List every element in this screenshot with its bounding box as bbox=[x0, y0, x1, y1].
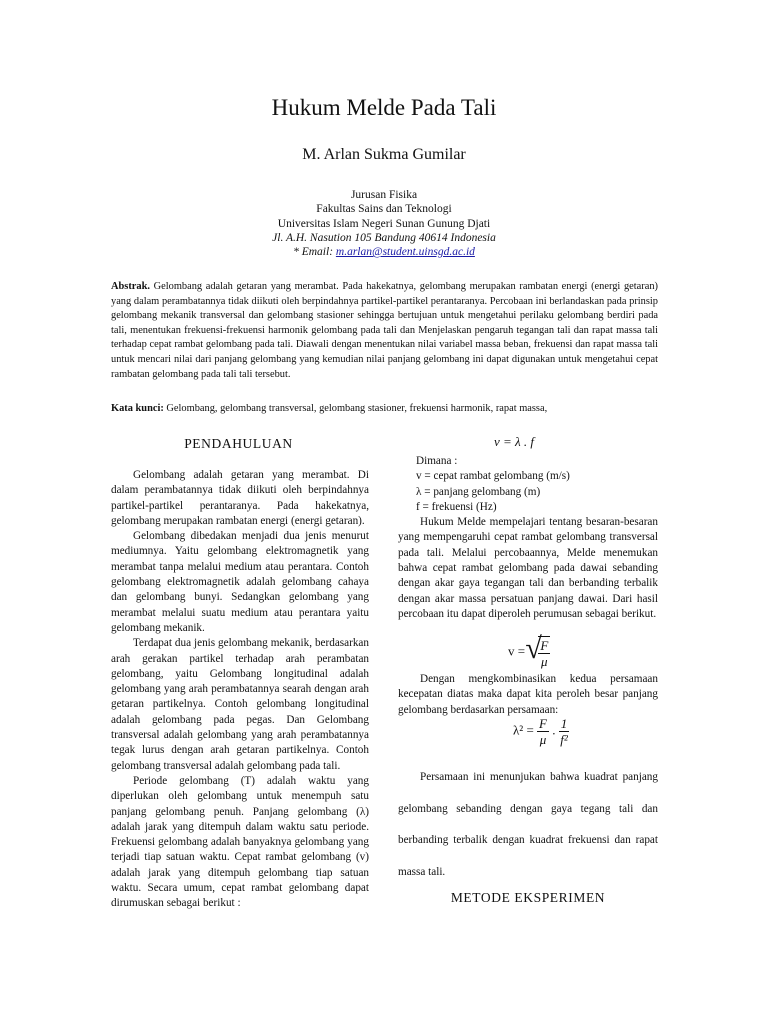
equation-2-numerator: √ F bbox=[540, 638, 549, 653]
paper-title: Hukum Melde Pada Tali bbox=[271, 95, 497, 120]
abstract-label: Abstrak. bbox=[111, 281, 150, 292]
right-column-bottom bbox=[398, 762, 658, 888]
abstract-text: Gelombang adalah getaran yang merambat. Pada hakekatnya, gelombang merupakan rambatan energi (energi getaran) yang dalam perambatannya tidak diikuti oleh berpindahnya partikel-partikel perantaranya. Percobaan ini berlandaskan pada prinsip gelombang mekanik transversal dan gelombang stasioner sehingga bertujuan untuk mengetahui perilaku gelombang berdiri pada tali, menentukan frekuensi-frekuensi harmonik gelombang pada tali dan Menjelaskan pengaruh tegangan tali dan rapat massa tali terhadap cepat rambat gelombang pada tali. Diawali dengan menentukan nilai variabel massa beban, frekuensi dan rapat massa tali untuk mencari nilai dari panjang gelombang yang kemudian nilai panjang gelombang ini dapat digunakan untuk mengetahui cepat rambatan gelombang pada tali tali tersebut. bbox=[111, 281, 658, 380]
equation-3-denominator-1: μ bbox=[539, 732, 547, 747]
right-column-top bbox=[398, 454, 658, 622]
dimana-label: Dimana : bbox=[416, 455, 458, 467]
affiliation-dept: Jurusan Fisika bbox=[350, 189, 418, 201]
equation-2 bbox=[508, 636, 550, 669]
definition-lambda: λ = panjang gelombang (m) bbox=[416, 485, 541, 498]
right-paragraph-2: Dengan mengkombinasikan kedua persamaan kecepatan diatas maka dapat kita peroleh besar panjang gelombang berdasarkan persamaan: bbox=[398, 673, 658, 716]
author-name: M. Arlan Sukma Gumilar bbox=[302, 146, 466, 163]
equation-3-fraction-1 bbox=[537, 716, 549, 747]
right-paragraph-3: Persamaan ini menunjukan bahwa kuadrat panjang gelombang sebanding dengan gaya tegang tali dan berbanding terbalik dengan kuadrat frekuensi dan rapat massa tali. bbox=[398, 771, 658, 878]
affiliation-address: Jl. A.H. Nasution 105 Bandung 40614 Indonesia bbox=[272, 231, 496, 244]
section-heading-intro: PENDAHULUAN bbox=[184, 436, 293, 451]
equation-3-lhs: λ² = bbox=[513, 722, 534, 738]
affiliation bbox=[0, 188, 768, 259]
affiliation-university: Universitas Islam Negeri Sunan Gunung Djati bbox=[277, 217, 491, 230]
keywords bbox=[111, 402, 658, 416]
equation-3-denominator-2: f² bbox=[560, 732, 568, 747]
equation-3-numerator-2: 1 bbox=[560, 716, 568, 731]
equation-1: v = λ . f bbox=[494, 434, 535, 449]
definition-f: f = frekuensi (Hz) bbox=[416, 500, 497, 513]
equation-2-lhs: v = bbox=[508, 643, 526, 659]
left-paragraph-4: Periode gelombang (T) adalah waktu yang diperlukan oleh gelombang untuk menempuh satu panjang gelombang penuh. Panjang gelombang (λ) adalah jarak yang ditempuh dalam waktu satu periode. Frekuensi gelombang adalah banyaknya gelombang yang terjadi tiap satuan waktu. Cepat rambat gelombang (v) adalah jarak yang ditempuh gelombang tiap satuan waktu. Secara umum, cepat rambat gelombang dapat dirumuskan sebagai berikut : bbox=[111, 774, 369, 910]
equation-2-denominator: μ bbox=[541, 654, 548, 669]
email-link[interactable]: m.arlan@student.uinsgd.ac.id bbox=[335, 246, 475, 259]
equation-3-fraction-2 bbox=[559, 716, 570, 747]
equation-2-fraction bbox=[538, 636, 550, 669]
email-line bbox=[0, 245, 768, 259]
left-column bbox=[111, 468, 369, 912]
definition-v: v = cepat rambat gelombang (m/s) bbox=[416, 470, 570, 483]
keywords-text: Gelombang, gelombang transversal, gelombang stasioner, frekuensi harmonik, rapat massa, bbox=[163, 403, 548, 414]
keywords-label: Kata kunci: bbox=[111, 403, 164, 414]
equation-3-dot: . bbox=[552, 722, 556, 738]
left-paragraph-1: Gelombang adalah getaran yang merambat. Di dalam perambatannya tidak diikuti oleh berpindahnya partikel-partikel perantaranya. Pada hakekatnya, gelombang merupakan rambatan energi (energi getaran). bbox=[111, 469, 369, 527]
left-paragraph-3: Terdapat dua jenis gelombang mekanik, berdasarkan arah gerakan partikel terhadap arah perambatan gelombang, yaitu Gelombang longitudinal adalah gelombang yang arah perambatannya searah dengan arah getaran partikelnya. Contoh gelombang longitudinal adalah gelombang pada pegas. Dan Gelombang transversal adalah gelombang yang arah perambatannya tegak lurus dengan arah getaran partikelnya. Contoh gelombang transversal adalah gelombang pada tali. bbox=[111, 637, 369, 772]
equation-3-numerator-1: F bbox=[539, 716, 547, 731]
section-heading-method: METODE EKSPERIMEN bbox=[450, 890, 606, 905]
right-column-mid bbox=[398, 672, 658, 718]
affiliation-faculty: Fakultas Sains dan Teknologi bbox=[316, 203, 452, 216]
right-paragraph-1: Hukum Melde mempelajari tentang besaran-besaran yang mempengaruhi cepat rambat gelombang transversal pada tali. Melalui percobaannya, Melde menemukan bahwa cepat rambat gelombang pada dawai sebanding dengan akar gaya tegangan tali dan berbanding terbalik dengan akar massa persatuan panjang dawai. Dari hasil percobaan itu dapat diperoleh perumusan sebagai berikut. bbox=[398, 516, 658, 620]
equation-3 bbox=[513, 716, 569, 747]
sqrt-symbol bbox=[528, 636, 550, 669]
email-label: * Email: bbox=[293, 246, 336, 259]
left-paragraph-2: Gelombang dibedakan menjadi dua jenis menurut mediumnya. Yaitu gelombang elektromagnetik yang merambat tanpa melalui medium atau perantara. Contoh gelombang elektromagnetik adalah gelombang cahaya dan gelombang bunyi. Sedangkan gelombang yang merambat melalui suatu medium atau perantara yaitu gelombang mekanik. bbox=[111, 530, 369, 634]
abstract bbox=[111, 280, 658, 382]
